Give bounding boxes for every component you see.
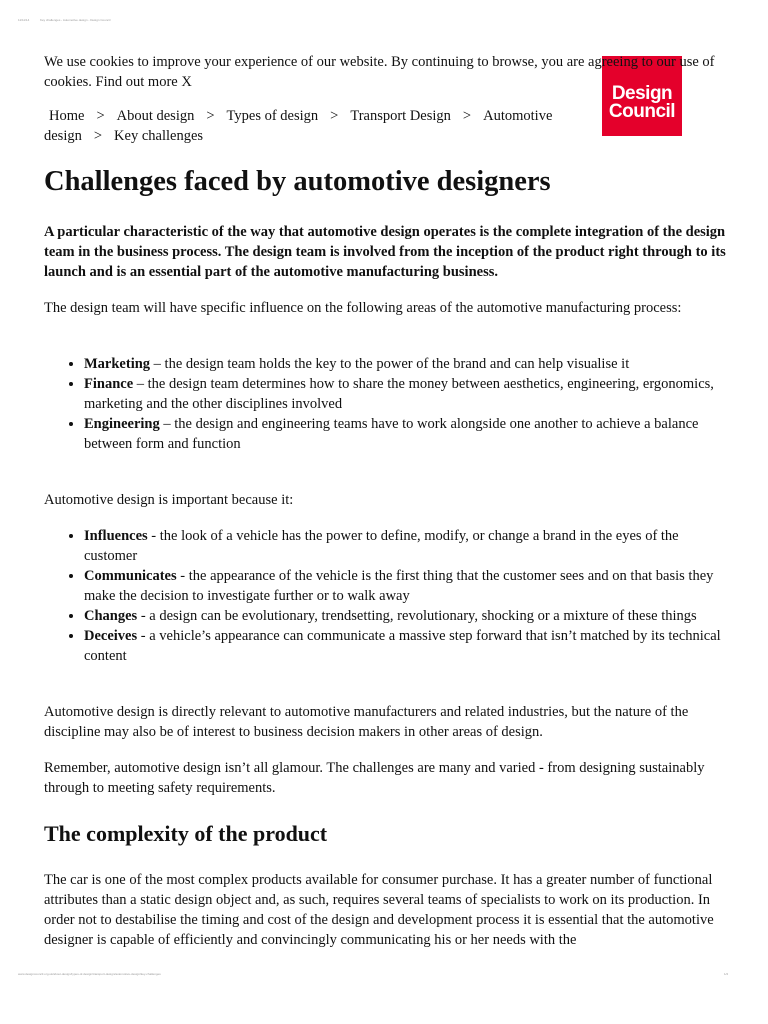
page-title: Challenges faced by automotive designers [44,166,551,197]
list-item-text: the design and engineering teams have to work alongside one another to achieve a balance between form and function [84,416,699,452]
list-item [84,526,728,566]
list-item [84,566,728,606]
list-item-text: the look of a vehicle has the power to define, modify, or change a brand in the eyes of the customer [84,528,679,564]
breadcrumb-separator: > [206,108,215,124]
influence-list [44,354,728,454]
list-item-separator: - [137,608,150,624]
breadcrumb [44,106,644,146]
cookie-close-button[interactable]: X [181,74,192,90]
cookie-banner [44,52,728,92]
cookie-link[interactable]: Find out more [95,74,178,90]
breadcrumb-automotive-design[interactable]: Automotive design [44,108,553,144]
intro-paragraph: A particular characteristic of the way that automotive design operates is the complete integration of the design team in the business process. The design team is involved from the inception of the product right through to its launch and is an essential part of the automotive manufacturing business. [44,224,726,280]
list-item [84,626,728,666]
list-item-term: Changes [84,608,138,624]
list-item-text: a vehicle’s appearance can communicate a massive step forward that isn’t matched by its technical content [84,628,721,664]
importance-list [44,526,728,666]
breadcrumb-separator: > [462,108,472,124]
list-item-separator: – [159,416,175,432]
list-item-separator: – [150,356,165,372]
breadcrumb-about-design[interactable]: About design [116,108,195,124]
list-item-text: the design team holds the key to the power of the brand and can help visualise it [164,356,630,372]
logo-line-2: Council [608,101,676,122]
breadcrumb-separator: > [96,108,105,124]
remember-paragraph: Remember, automotive design isn’t all glamour. The challenges are many and varied - from designing sustainably through to meeting safety requirements. [44,760,705,796]
list-item-separator: - [137,628,150,644]
footer-url: www.designcouncil.org.uk/about-design/types-of-design/transport-design/automotive-design/key-challenges [18,972,161,976]
list-item-text: the appearance of the vehicle is the first thing that the customer sees and on that basis they make the decision to investigate further or to walk away [84,568,714,604]
list-item [84,414,728,454]
breadcrumb-key-challenges[interactable]: Key challenges [114,128,204,144]
list-item [84,354,728,374]
importance-intro: Automotive design is important because it: [44,492,294,508]
breadcrumb-home[interactable]: Home [49,108,85,124]
list-item-separator: - [176,568,189,584]
relevance-paragraph: Automotive design is directly relevant to automotive manufacturers and related industries, but the nature of the discipline may also be of interest to business decision makers in other areas of design. [44,704,689,740]
breadcrumb-separator: > [330,108,339,124]
list-item-term: Deceives [84,628,138,644]
logo-line-1: Design [611,83,673,104]
list-item-term: Finance [84,376,134,392]
list-item-term: Communicates [84,568,177,584]
list-item-term: Engineering [84,416,160,432]
section-heading: The complexity of the product [44,821,328,846]
list-item-text: the design team determines how to share the money between aesthetics, engineering, ergonomics, marketing and the other disciplines involved [84,376,714,412]
complexity-paragraph: The car is one of the most complex products available for consumer purchase. It has a greater number of functional attributes than a static design object and, as such, requires several teams of specialists to work on its production. In order not to destabilise the timing and cost of the design and development process it is essential that the automotive designer is capable of efficiently and convincingly communicating his or her needs with the [44,872,714,948]
page-content [44,52,728,950]
list-item [84,374,728,414]
list-item [84,606,728,626]
influence-intro: The design team will have specific influence on the following areas of the automotive manufacturing process: [44,300,682,316]
breadcrumb-transport-design[interactable]: Transport Design [350,108,451,124]
list-item-separator: - [147,528,160,544]
list-item-term: Marketing [84,356,151,372]
footer-page-number: 1/2 [724,972,729,976]
list-item-term: Influences [84,528,148,544]
list-item-separator: – [133,376,148,392]
breadcrumb-types-of-design[interactable]: Types of design [226,108,319,124]
list-item-text: a design can be evolutionary, trendsetting, revolutionary, shocking or a mixture of these things [149,608,697,624]
breadcrumb-separator: > [93,128,103,144]
cookie-text: We use cookies to improve your experience of our website. By continuing to browse, you are agreeing to our use of cookies. [44,54,715,90]
print-title: Key challenges - Automotive design - Design Council [40,18,111,22]
print-date: 11/11/14 [18,18,30,22]
